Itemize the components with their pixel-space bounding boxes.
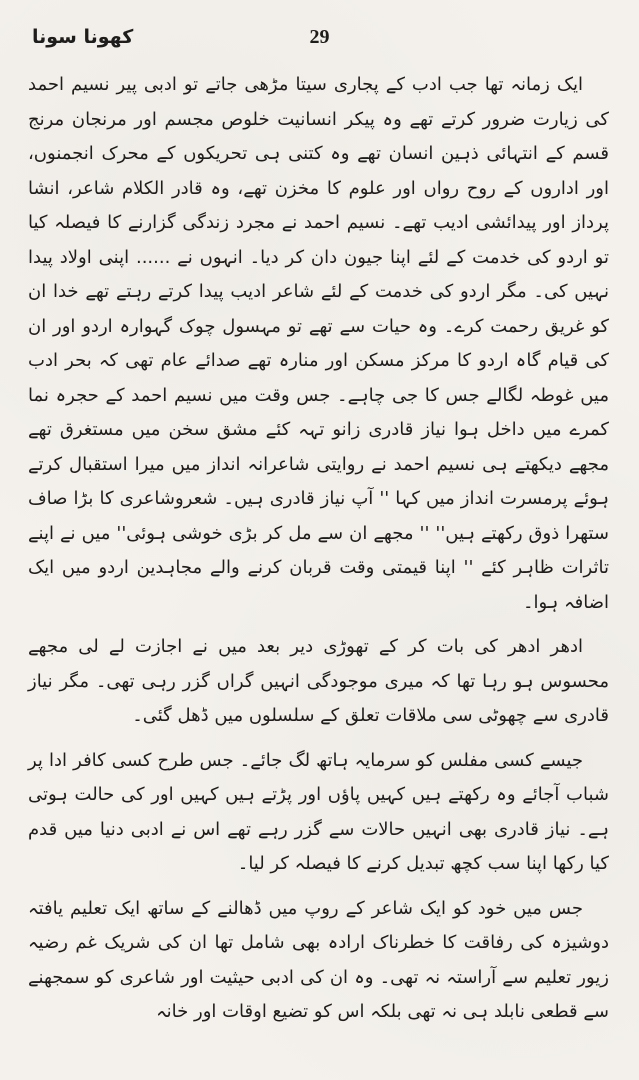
body-text — [28, 68, 609, 1050]
paragraph-3: جیسے کسی مفلس کو سرمایہ ہاتھ لگ جائے۔ جس طرح کسی کافر ادا پر شباب آجائے وہ رکھتے ہیں کہیں پاؤں اور پڑتے ہیں کہیں اور کی حالت ہوتی ہے۔ نیاز قادری بھی انہیں حالات سے گزر رہے تھے اس نے ادبی دنیا میں قدم کیا رکھا اپنا سب کچھ تبدیل کرنے کا فیصلہ کر لیا۔ — [28, 749, 609, 874]
paragraph-4: جس میں خود کو ایک شاعر کے روپ میں ڈھالنے کے ساتھ ایک تعلیم یافتہ دوشیزہ کی رفاقت کا خطرناک ارادہ بھی شامل تھا ان کی شریک غم رضیہ زیور تعلیم سے آراستہ نہ تھی۔ وہ ان کی ادبی حیثیت اور شاعری کو سمجھنے سے قطعی نابلد ہی نہ تھی بلکہ اس کو تضیع اوقات اور خانہ — [28, 897, 609, 1022]
page-number: 29 — [309, 26, 330, 48]
page-header — [32, 22, 607, 56]
paragraph-2: ادھر ادھر کی بات کر کے تھوڑی دیر بعد میں نے اجازت لے لی مجھے محسوس ہو رہا تھا کہ میری موجودگی انہیں گراں گزر رہی تھی۔ مگر نیاز قادری سے چھوٹی سی ملاقات تعلق کے سلسلوں میں ڈھل گئی۔ — [28, 636, 609, 726]
book-title: کھونا سونا — [32, 26, 134, 48]
paragraph-1: ایک زمانہ تھا جب ادب کے پجاری سیتا مڑھی جاتے تو ادبی پیر نسیم احمد کی زیارت ضرور کرتے تھے وہ پیکر انسانیت خلوص مجسم اور مرنجان مرنج قسم کے انتہائی ذہین انسان تھے وہ کتنی ہی تحریکوں کے محرک انجمنوں، اور اداروں کے روح رواں اور علوم کا مخزن تھے، وہ قادر الکلام شاعر، انشا پرداز اور پیدائشی ادیب تھے۔ نسیم احمد نے مجرد زندگی گزارنے کا فیصلہ کیا تو اردو کی خدمت کے لئے اپنا جیون دان کر دیا۔ انہوں نے ...... اپنی اولاد پیدا نہیں کی۔ مگر اردو کی خدمت کے لئے شاعر ادیب پیدا کرتے رہتے تھے خدا ان کو غریق رحمت کرے۔ وہ حیات سے تھے تو مہسول چوک گہوارہ اردو اور ان کی قیام گاہ اردو کا مرکز مسکن اور منارہ تھے صدائے عام تھی کہ بحر ادب میں غوطہ لگالے جس کا جی چاہے۔ جس وقت میں نسیم احمد کے حجرہ نما کمرے میں داخل ہوا نیاز قادری زانو تہہ کئے مشق سخن میں مستغرق تھے مجھے دیکھتے ہی نسیم احمد نے روایتی شاعرانہ انداز میں میرا استقبال کرتے ہوئے پرمسرت انداز میں کہا '' آپ نیاز قادری ہیں۔ شعروشاعری کا بڑا صاف ستھرا ذوق رکھتے ہیں'' '' مجھے ان سے مل کر بڑی خوشی ہوئی'' میں نے اپنے تاثرات ظاہر کئے '' اپنا قیمتی وقت قربان کرنے والے مجاہدین اردو میں ایک اضافہ ہوا۔ — [28, 74, 609, 613]
